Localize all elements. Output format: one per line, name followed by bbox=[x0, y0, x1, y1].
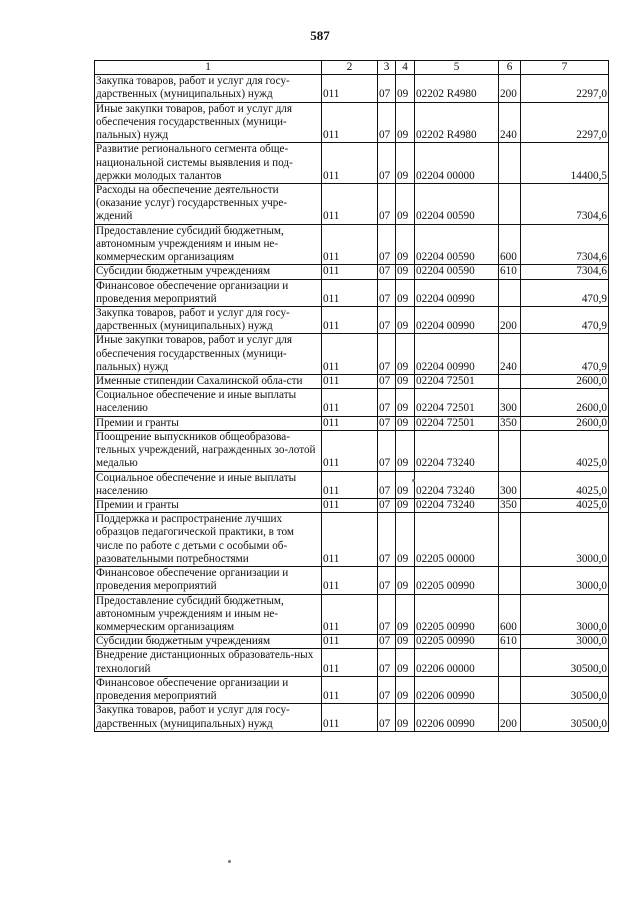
item-name: Поддержка и распространение лучших образцов педагогической практики, в том числе по работе с детьми с особыми об-разовательными потребностями bbox=[95, 513, 322, 567]
ministry-code: 011 bbox=[322, 513, 378, 567]
subsection-code: 09 bbox=[396, 306, 415, 333]
section-code: 07 bbox=[378, 389, 396, 416]
section-code: 07 bbox=[378, 513, 396, 567]
expense-type-code: 600 bbox=[499, 594, 521, 635]
ministry-code: 011 bbox=[322, 567, 378, 594]
item-name: Финансовое обеспечение организации и проведения мероприятий bbox=[95, 279, 322, 306]
subsection-code: 09 bbox=[396, 102, 415, 143]
table-row bbox=[95, 389, 609, 416]
item-name: Закупка товаров, работ и услуг для госу-дарственных (муниципальных) нужд bbox=[95, 306, 322, 333]
expense-type-code: 200 bbox=[499, 75, 521, 102]
amount-value: 2297,0 bbox=[521, 102, 609, 143]
expense-type-code: 610 bbox=[499, 635, 521, 649]
target-article-code: 02206 00990 bbox=[415, 676, 499, 703]
table-row bbox=[95, 102, 609, 143]
target-article-code: 02202 R4980 bbox=[415, 75, 499, 102]
ministry-code: 011 bbox=[322, 471, 378, 498]
section-code: 07 bbox=[378, 567, 396, 594]
target-article-code: 02204 00990 bbox=[415, 306, 499, 333]
subsection-code: 09 bbox=[396, 499, 415, 513]
subsection-code: 09 bbox=[396, 567, 415, 594]
section-code: 07 bbox=[378, 334, 396, 375]
table-row bbox=[95, 676, 609, 703]
expense-type-code: 300 bbox=[499, 471, 521, 498]
expense-type-code bbox=[499, 375, 521, 389]
table-row bbox=[95, 375, 609, 389]
table-row bbox=[95, 224, 609, 265]
expense-type-code: 610 bbox=[499, 265, 521, 279]
item-name: Именные стипендии Сахалинской обла-сти bbox=[95, 375, 322, 389]
column-header: 3 bbox=[378, 61, 396, 75]
table-row bbox=[95, 265, 609, 279]
amount-value: 2600,0 bbox=[521, 389, 609, 416]
scan-speck bbox=[412, 479, 415, 482]
amount-value: 3000,0 bbox=[521, 513, 609, 567]
target-article-code: 02204 72501 bbox=[415, 375, 499, 389]
table-row bbox=[95, 567, 609, 594]
column-header: 5 bbox=[415, 61, 499, 75]
ministry-code: 011 bbox=[322, 279, 378, 306]
amount-value: 4025,0 bbox=[521, 499, 609, 513]
subsection-code: 09 bbox=[396, 279, 415, 306]
table-row bbox=[95, 513, 609, 567]
ministry-code: 011 bbox=[322, 224, 378, 265]
item-name: Финансовое обеспечение организации и проведения мероприятий bbox=[95, 567, 322, 594]
subsection-code: 09 bbox=[396, 334, 415, 375]
ministry-code: 011 bbox=[322, 416, 378, 430]
amount-value: 3000,0 bbox=[521, 567, 609, 594]
ministry-code: 011 bbox=[322, 499, 378, 513]
target-article-code: 02205 00000 bbox=[415, 513, 499, 567]
amount-value: 2600,0 bbox=[521, 416, 609, 430]
budget-body bbox=[95, 75, 609, 732]
item-name: Премии и гранты bbox=[95, 499, 322, 513]
section-code: 07 bbox=[378, 676, 396, 703]
amount-value: 7304,6 bbox=[521, 183, 609, 224]
subsection-code: 09 bbox=[396, 143, 415, 184]
ministry-code: 011 bbox=[322, 594, 378, 635]
subsection-code: 09 bbox=[396, 265, 415, 279]
target-article-code: 02204 72501 bbox=[415, 389, 499, 416]
expense-type-code: 600 bbox=[499, 224, 521, 265]
section-code: 07 bbox=[378, 594, 396, 635]
column-header: 2 bbox=[322, 61, 378, 75]
section-code: 07 bbox=[378, 375, 396, 389]
subsection-code: 09 bbox=[396, 375, 415, 389]
item-name: Социальное обеспечение и иные выплаты населению bbox=[95, 471, 322, 498]
column-header: 6 bbox=[499, 61, 521, 75]
page-number: 587 bbox=[310, 28, 330, 43]
column-header: 7 bbox=[521, 61, 609, 75]
subsection-code: 09 bbox=[396, 430, 415, 471]
table-row bbox=[95, 430, 609, 471]
target-article-code: 02204 73240 bbox=[415, 430, 499, 471]
expense-type-code: 300 bbox=[499, 389, 521, 416]
target-article-code: 02204 00990 bbox=[415, 334, 499, 375]
target-article-code: 02202 R4980 bbox=[415, 102, 499, 143]
section-code: 07 bbox=[378, 265, 396, 279]
item-name: Иные закупки товаров, работ и услуг для обеспечения государственных (муници-пальных) нужд bbox=[95, 334, 322, 375]
target-article-code: 02204 00590 bbox=[415, 183, 499, 224]
amount-value: 3000,0 bbox=[521, 635, 609, 649]
scan-speck bbox=[228, 860, 231, 863]
table-row bbox=[95, 143, 609, 184]
item-name: Закупка товаров, работ и услуг для госу-дарственных (муниципальных) нужд bbox=[95, 75, 322, 102]
item-name: Финансовое обеспечение организации и проведения мероприятий bbox=[95, 676, 322, 703]
target-article-code: 02204 00590 bbox=[415, 265, 499, 279]
ministry-code: 011 bbox=[322, 430, 378, 471]
ministry-code: 011 bbox=[322, 635, 378, 649]
section-code: 07 bbox=[378, 649, 396, 676]
ministry-code: 011 bbox=[322, 306, 378, 333]
section-code: 07 bbox=[378, 102, 396, 143]
section-code: 07 bbox=[378, 279, 396, 306]
table-row bbox=[95, 75, 609, 102]
ministry-code: 011 bbox=[322, 75, 378, 102]
target-article-code: 02205 00990 bbox=[415, 594, 499, 635]
item-name: Расходы на обеспечение деятельности (оказание услуг) государственных учре-ждений bbox=[95, 183, 322, 224]
section-code: 07 bbox=[378, 430, 396, 471]
section-code: 07 bbox=[378, 224, 396, 265]
target-article-code: 02204 00000 bbox=[415, 143, 499, 184]
section-code: 07 bbox=[378, 143, 396, 184]
section-code: 07 bbox=[378, 704, 396, 731]
subsection-code: 09 bbox=[396, 635, 415, 649]
section-code: 07 bbox=[378, 499, 396, 513]
ministry-code: 011 bbox=[322, 265, 378, 279]
ministry-code: 011 bbox=[322, 375, 378, 389]
amount-value: 30500,0 bbox=[521, 704, 609, 731]
item-name: Развитие регионального сегмента обще-национальной системы выявления и под-держки молодых талантов bbox=[95, 143, 322, 184]
item-name: Социальное обеспечение и иные выплаты населению bbox=[95, 389, 322, 416]
table-row bbox=[95, 471, 609, 498]
ministry-code: 011 bbox=[322, 389, 378, 416]
amount-value: 2297,0 bbox=[521, 75, 609, 102]
table-row bbox=[95, 183, 609, 224]
amount-value: 470,9 bbox=[521, 279, 609, 306]
ministry-code: 011 bbox=[322, 102, 378, 143]
section-code: 07 bbox=[378, 471, 396, 498]
target-article-code: 02206 00000 bbox=[415, 649, 499, 676]
column-header: 1 bbox=[95, 61, 322, 75]
item-name: Внедрение дистанционных образователь-ных технологий bbox=[95, 649, 322, 676]
expense-type-code bbox=[499, 513, 521, 567]
subsection-code: 09 bbox=[396, 594, 415, 635]
amount-value: 30500,0 bbox=[521, 676, 609, 703]
subsection-code: 09 bbox=[396, 676, 415, 703]
subsection-code: 09 bbox=[396, 649, 415, 676]
expense-type-code bbox=[499, 430, 521, 471]
subsection-code: 09 bbox=[396, 183, 415, 224]
expense-type-code: 350 bbox=[499, 416, 521, 430]
ministry-code: 011 bbox=[322, 143, 378, 184]
subsection-code: 09 bbox=[396, 224, 415, 265]
target-article-code: 02205 00990 bbox=[415, 567, 499, 594]
item-name: Поощрение выпускников общеобразова-тельных учреждений, награжденных зо-лотой медалью bbox=[95, 430, 322, 471]
section-code: 07 bbox=[378, 306, 396, 333]
expense-type-code bbox=[499, 279, 521, 306]
amount-value: 7304,6 bbox=[521, 224, 609, 265]
table-row bbox=[95, 334, 609, 375]
expense-type-code: 350 bbox=[499, 499, 521, 513]
amount-value: 4025,0 bbox=[521, 430, 609, 471]
amount-value: 7304,6 bbox=[521, 265, 609, 279]
amount-value: 4025,0 bbox=[521, 471, 609, 498]
item-name: Предоставление субсидий бюджетным, автономным учреждениям и иным не-коммерческим организациям bbox=[95, 594, 322, 635]
section-code: 07 bbox=[378, 416, 396, 430]
subsection-code: 09 bbox=[396, 389, 415, 416]
table-row bbox=[95, 306, 609, 333]
ministry-code: 011 bbox=[322, 183, 378, 224]
ministry-code: 011 bbox=[322, 676, 378, 703]
item-name: Иные закупки товаров, работ и услуг для обеспечения государственных (муници-пальных) нужд bbox=[95, 102, 322, 143]
target-article-code: 02204 73240 bbox=[415, 499, 499, 513]
expense-type-code bbox=[499, 567, 521, 594]
table-row bbox=[95, 635, 609, 649]
target-article-code: 02205 00990 bbox=[415, 635, 499, 649]
expense-type-code: 240 bbox=[499, 102, 521, 143]
table-row bbox=[95, 279, 609, 306]
expense-type-code: 240 bbox=[499, 334, 521, 375]
expense-type-code bbox=[499, 649, 521, 676]
section-code: 07 bbox=[378, 183, 396, 224]
item-name: Предоставление субсидий бюджетным, автономным учреждениям и иным не-коммерческим организациям bbox=[95, 224, 322, 265]
amount-value: 2600,0 bbox=[521, 375, 609, 389]
subsection-code: 09 bbox=[396, 513, 415, 567]
target-article-code: 02204 72501 bbox=[415, 416, 499, 430]
item-name: Премии и гранты bbox=[95, 416, 322, 430]
subsection-code: 09 bbox=[396, 704, 415, 731]
section-code: 07 bbox=[378, 75, 396, 102]
target-article-code: 02204 00990 bbox=[415, 279, 499, 306]
target-article-code: 02204 00590 bbox=[415, 224, 499, 265]
amount-value: 14400,5 bbox=[521, 143, 609, 184]
table-row bbox=[95, 499, 609, 513]
amount-value: 470,9 bbox=[521, 306, 609, 333]
ministry-code: 011 bbox=[322, 649, 378, 676]
item-name: Субсидии бюджетным учреждениям bbox=[95, 265, 322, 279]
expense-type-code bbox=[499, 676, 521, 703]
amount-value: 30500,0 bbox=[521, 649, 609, 676]
subsection-code: 09 bbox=[396, 75, 415, 102]
column-header: 4 bbox=[396, 61, 415, 75]
target-article-code: 02206 00990 bbox=[415, 704, 499, 731]
expense-type-code: 200 bbox=[499, 704, 521, 731]
ministry-code: 011 bbox=[322, 704, 378, 731]
budget-table bbox=[94, 60, 609, 732]
ministry-code: 011 bbox=[322, 334, 378, 375]
header-row bbox=[95, 61, 609, 75]
item-name: Субсидии бюджетным учреждениям bbox=[95, 635, 322, 649]
amount-value: 3000,0 bbox=[521, 594, 609, 635]
section-code: 07 bbox=[378, 635, 396, 649]
expense-type-code bbox=[499, 143, 521, 184]
target-article-code: 02204 73240 bbox=[415, 471, 499, 498]
amount-value: 470,9 bbox=[521, 334, 609, 375]
table-row bbox=[95, 649, 609, 676]
subsection-code: 09 bbox=[396, 416, 415, 430]
subsection-code: 09 bbox=[396, 471, 415, 498]
table-row bbox=[95, 704, 609, 731]
item-name: Закупка товаров, работ и услуг для госу-дарственных (муниципальных) нужд bbox=[95, 704, 322, 731]
table-row bbox=[95, 416, 609, 430]
expense-type-code: 200 bbox=[499, 306, 521, 333]
expense-type-code bbox=[499, 183, 521, 224]
table-row bbox=[95, 594, 609, 635]
